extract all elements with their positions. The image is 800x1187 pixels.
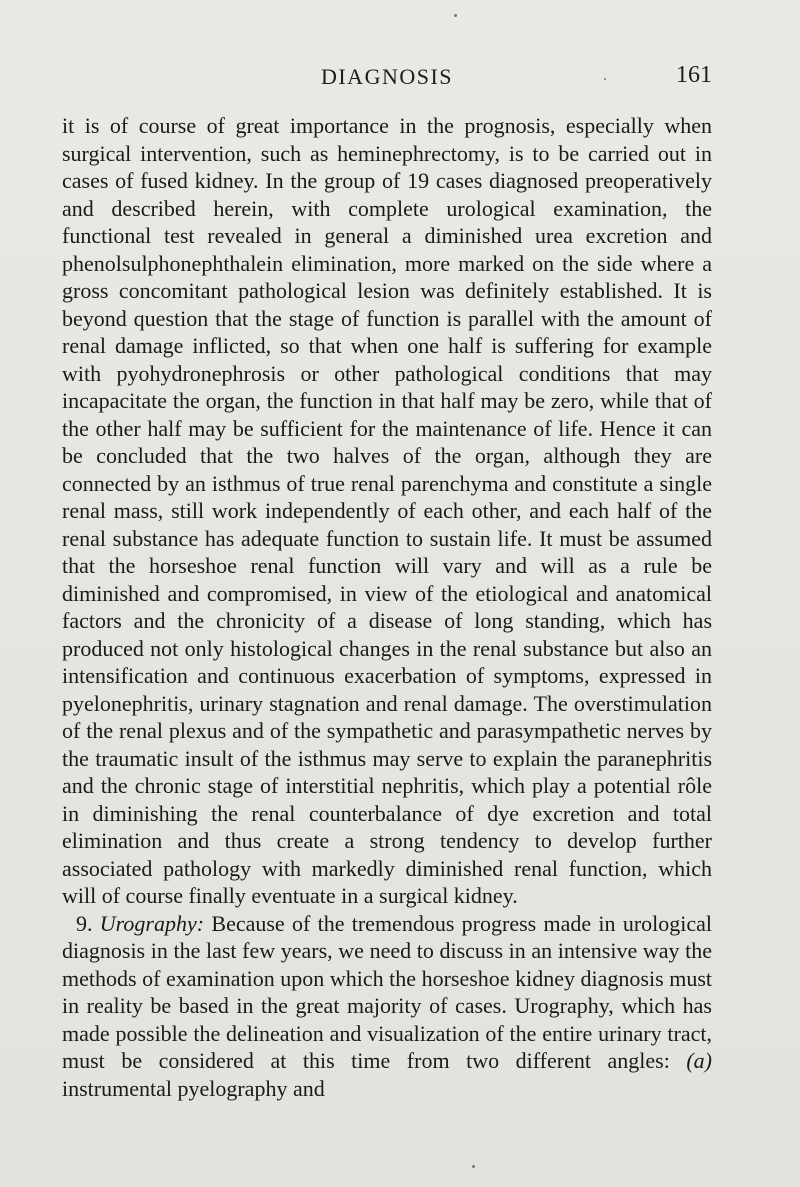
section-heading: Urography: xyxy=(99,910,205,936)
running-head xyxy=(62,58,712,98)
chapter-title: DIAGNOSIS xyxy=(320,64,454,89)
paragraph-text: Because of the tremendous progress made in urological diagnosis in the last few years, we need to discuss in an intensive way the methods of examination upon which the horseshoe kidney diagnosis must in reality be based in the great majority of cases. Urography, which has made possible the delineation and visualization of the entire urinary tract, must be considered at this time from two different angles: xyxy=(62,910,713,1073)
page-number: 161 xyxy=(676,62,712,88)
dust-speck xyxy=(454,14,457,17)
dust-speck xyxy=(604,78,606,80)
paragraph: it is of course of great importance in the prognosis, especially when surgical intervention, such as heminephrectomy, is to be carried out in cases of fused kidney. In the group of 19 cases diagnosed preoperatively and described herein, with complete urological examination, the functional test revealed in general a diminished urea excretion and phenolsulphonephthalein elimination, more marked on the side where a gross concomitant pathological lesion was definitely established. It is beyond question that the stage of function is parallel with the amount of renal damage inflicted, so that when one half is suffering for example with pyohydronephrosis or other pathological conditions that may incapacitate the organ, the function in that half may be zero, while that of the other half may be sufficient for the maintenance of life. Hence it can be concluded that the two halves of the organ, although they are connected by an isthmus of true renal parenchyma and constitute a single renal mass, still work independently of each other, and each half of the renal substance has adequate function to sustain life. It must be assumed that the horseshoe renal function will vary and will as a rule be diminished and compromised, in view of the etiological and anatomical factors and the chronicity of a disease of long standing, which has produced not only histological changes in the renal substance but also an intensification and continuous exacerbation of symptoms, expressed in pyelonephritis, urinary stagnation and renal damage. The overstimulation of the renal plexus and of the sympathetic and parasympathetic nerves by the traumatic insult of the isthmus may serve to explain the paranephritis and the chronic stage of interstitial nephritis, which play a potential rôle in diminishing the renal counterbalance of dye excretion and total elimination and thus create a strong tendency to develop further associated pathology with markedly diminished renal function, which will of course finally eventuate in a surgical kidney. xyxy=(62,113,712,908)
body-text xyxy=(62,112,712,1102)
enumeration-marker: (a) xyxy=(686,1048,712,1073)
section-number: 9. xyxy=(76,910,93,936)
dust-speck xyxy=(472,1165,475,1168)
paragraph-urography xyxy=(62,910,712,1103)
paragraph-tail: instrumental pyelography and xyxy=(62,1075,325,1101)
